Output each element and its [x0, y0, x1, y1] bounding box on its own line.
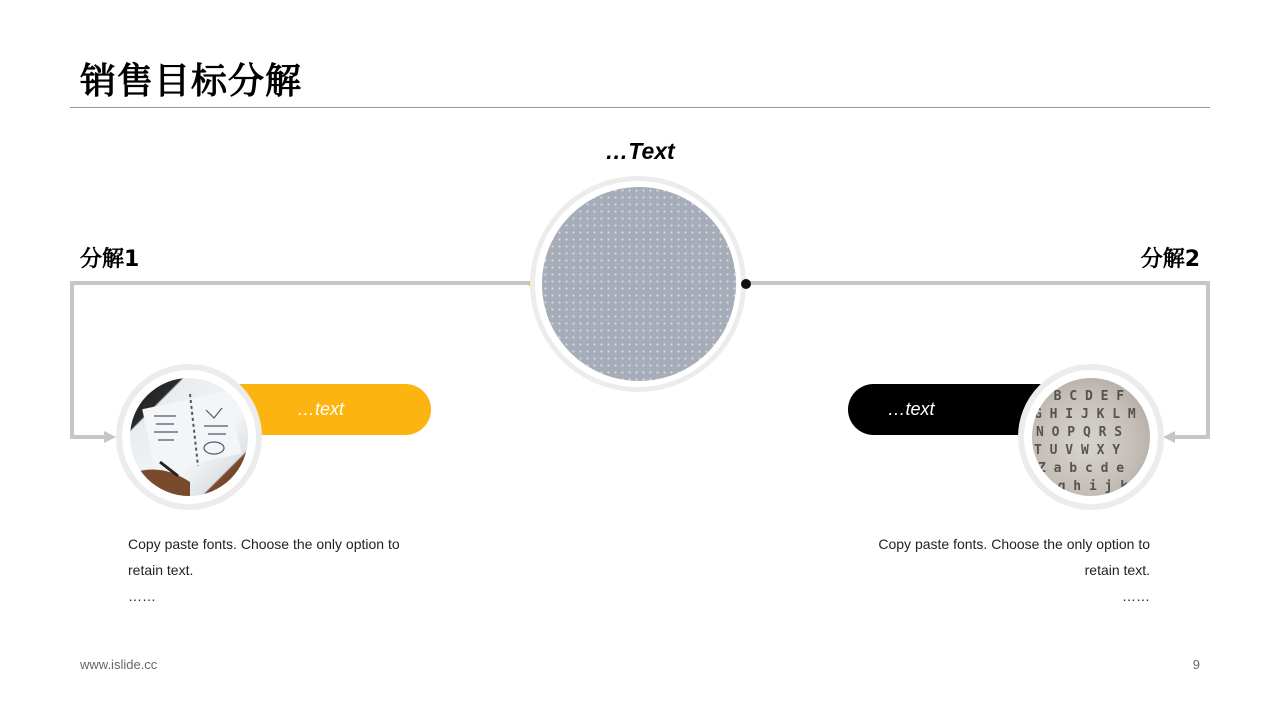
svg-text:T U V W X Y: T U V W X Y: [1034, 443, 1121, 458]
right-description-ellipsis: ……: [1122, 588, 1150, 604]
svg-text:Z a b c d e: Z a b c d e: [1038, 461, 1125, 476]
left-connector-horizontal: [70, 281, 532, 285]
slide-title: 销售目标分解: [80, 61, 303, 102]
right-description-line: retain text.: [1084, 562, 1150, 578]
center-label: …Text: [605, 138, 675, 164]
svg-text:N O P Q R S: N O P Q R S: [1036, 425, 1123, 440]
svg-text:f g h i j k: f g h i j k: [1042, 479, 1129, 494]
notebook-photo-icon: [130, 378, 248, 496]
right-pill-label: …text: [848, 384, 1088, 435]
right-connector-horizontal: [748, 281, 1210, 285]
left-connector-foot: [70, 435, 106, 439]
notebook-sketch-icon: [130, 378, 248, 496]
letters-photo-icon: [1032, 378, 1150, 496]
left-branch-title: 分解1: [80, 247, 140, 272]
center-image-placeholder: [542, 187, 736, 381]
left-pill-label: …text: [190, 384, 431, 435]
left-description-ellipsis: ……: [128, 588, 156, 604]
svg-text:A B C D E F: A B C D E F: [1038, 389, 1125, 404]
left-description-line: Copy paste fonts. Choose the only option to: [128, 536, 400, 552]
footer-url: www.islide.cc: [80, 657, 158, 672]
right-description: [850, 531, 1150, 609]
right-branch-title: 分解2: [1140, 247, 1200, 272]
svg-text:G H I J K L M: G H I J K L M: [1034, 407, 1136, 422]
page-number: 9: [1192, 657, 1200, 672]
right-description-line: Copy paste fonts. Choose the only option to: [878, 536, 1150, 552]
right-arrow-icon: [1163, 431, 1175, 443]
right-connector-vertical: [1206, 281, 1210, 439]
left-arrow-icon: [104, 431, 116, 443]
left-description-line: retain text.: [128, 562, 194, 578]
right-connector-foot: [1174, 435, 1210, 439]
left-connector-vertical: [70, 281, 74, 439]
title-divider: [70, 107, 1210, 108]
left-description: [128, 531, 428, 609]
right-connector-dot: [741, 279, 751, 289]
printed-letters-icon: [1032, 378, 1150, 496]
